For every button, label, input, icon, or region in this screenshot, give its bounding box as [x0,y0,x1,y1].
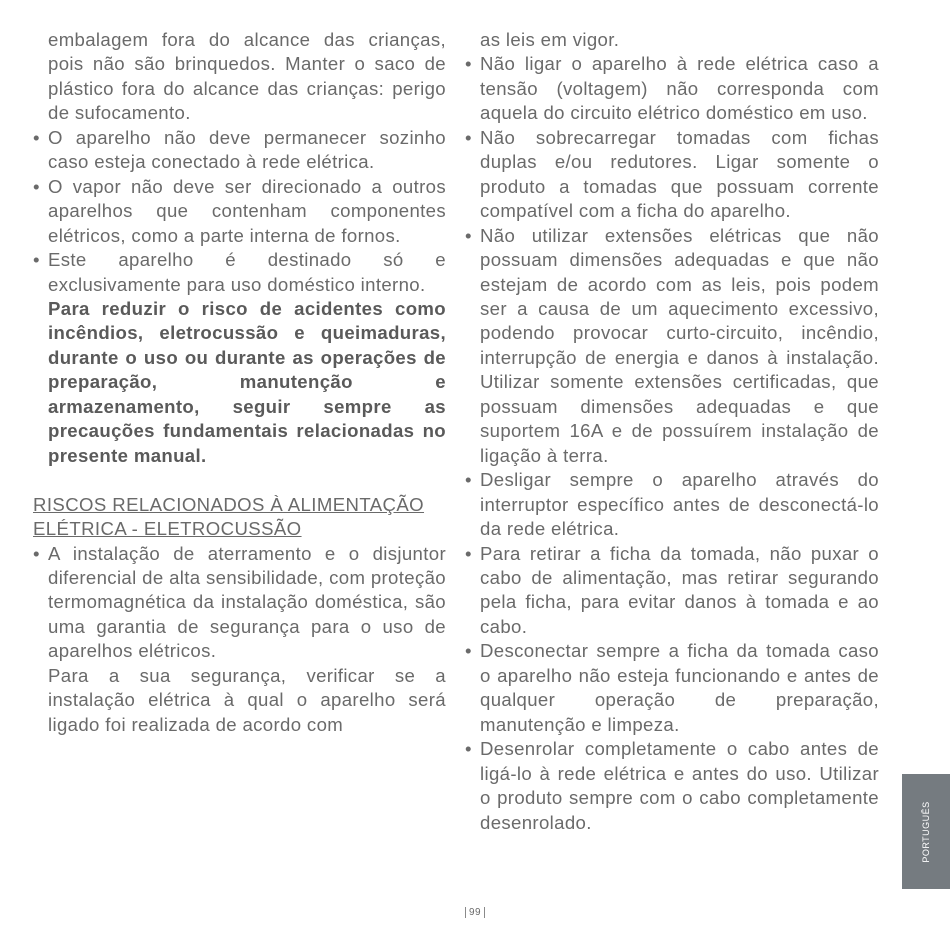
language-tab [902,774,950,889]
list-item: • Não sobrecarregar tomadas com fichas duplas e/ou redutores. Ligar somente o produto a tomadas que possuam corrente compatível com a ficha do aparelho. [465,126,879,224]
page-number [0,907,950,918]
list-item: • A instalação de aterramento e o disjuntor diferencial de alta sensibilidade, com proteção termomagnética da instalação doméstica, são uma garantia de segurança para o uso de aparelhos elétricos. [33,542,446,664]
list-item: • Não utilizar extensões elétricas que não possuam dimensões adequadas e que não estejam de acordo com as leis, pois podem ser a causa de um aquecimento excessivo, podendo provocar curto-circuito, incêndio, interrupção de energia e danos à instalação. Utilizar somente extensões certificadas, que possuam dimensões adequadas e que suportem 16A e de possuírem instalação de ligação à terra. [465,224,879,469]
list-item: • Não ligar o aparelho à rede elétrica caso a tensão (voltagem) não corresponda com aquela do circuito elétrico doméstico em uso. [465,52,879,125]
list-item: • O vapor não deve ser direcionado a outros aparelhos que contenham componentes elétricos, como a parte interna de fornos. [33,175,446,248]
divider [484,907,485,918]
right-column [465,28,879,835]
list-item: • Desconectar sempre a ficha da tomada caso o aparelho não esteja funcionando e antes de qualquer operação de preparação, manutenção e limpeza. [465,639,879,737]
list-item: • Este aparelho é destinado só e exclusivamente para uso doméstico interno. [33,248,446,297]
intro-paragraph: embalagem fora do alcance das crianças, pois não são brinquedos. Manter o saco de plástico fora do alcance das crianças: perigo de sufocamento. [48,29,446,124]
section-heading: RISCOS RELACIONADOS À ALIMENTAÇÃO ELÉTRICA - ELETROCUSSÃO [33,493,425,540]
language-label: PORTUGUÊS [921,800,931,863]
closing-paragraph: Para a sua segurança, verificar se a instalação elétrica à qual o aparelho será ligado foi realizada de acordo com [48,664,446,735]
list-item: • Desenrolar completamente o cabo antes de ligá-lo à rede elétrica e antes do uso. Utilizar o produto sempre com o cabo completamente desenrolado. [465,737,879,835]
list-item: • Para retirar a ficha da tomada, não puxar o cabo de alimentação, mas retirar segurando pela ficha, para evitar danos à tomada e ao cabo. [465,542,879,640]
safety-warning: Para reduzir o risco de acidentes como incêndios, eletrocussão e queimaduras, durante o uso ou durante as operações de preparação, manutenção e armazenamento, seguir sempre as precauções fundamentais relacionadas no presente manual. [48,297,446,466]
list-item: • O aparelho não deve permanecer sozinho caso esteja conectado à rede elétrica. [33,126,446,175]
spacer [33,468,446,492]
list-item: • Desligar sempre o aparelho através do interruptor específico antes de desconectá-lo da rede elétrica. [465,468,879,541]
divider [465,907,466,918]
left-column [33,28,446,737]
page-number-value: 99 [468,907,482,919]
intro-paragraph: as leis em vigor. [480,29,620,50]
